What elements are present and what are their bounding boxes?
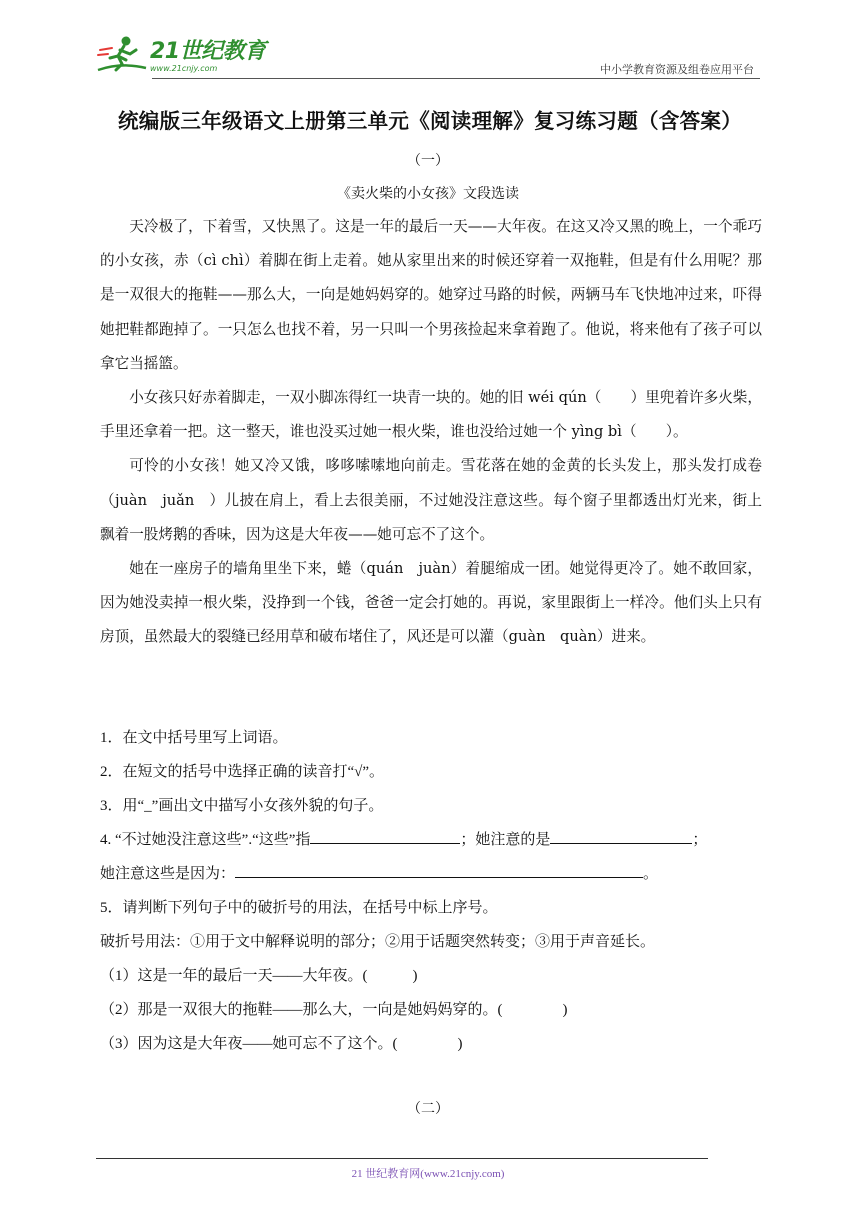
section-1-number: （一） bbox=[407, 153, 449, 169]
question-4 bbox=[100, 828, 780, 849]
footer-text[interactable]: 21 世纪教育网(www.21cnjy.com) bbox=[351, 1168, 505, 1180]
passage-paragraph: 小女孩只好赤着脚走，一双小脚冻得红一块青一块的。她的旧 wéi qún（ ）里兜着许多火柴，手里还拿着一把。这一整天，谁也没买过她一根火柴，谁也没给过她一个 yìng bì（ ）。 bbox=[100, 389, 762, 441]
header-divider bbox=[152, 78, 760, 79]
passage-paragraph: 天冷极了，下着雪，又快黑了。这是一年的最后一天——大年夜。在这又冷又黑的晚上，一个乖巧的小女孩，赤（cì chì）着脚在街上走着。她从家里出来的时候还穿着一双拖鞋，但是有什么用呢？那是一双很大的拖鞋——那么大，一向是她妈妈穿的。她穿过马路的时候，两辆马车飞快地冲过来，吓得她把鞋都跑掉了。一只怎么也找不着，另一只叫一个男孩捡起来拿着跑了。他说，将来他有了孩子可以拿它当摇篮。 bbox=[100, 218, 762, 372]
question-4-text: 。 bbox=[643, 866, 659, 882]
question-5-item: （1）这是一年的最后一天——大年夜。( ) bbox=[100, 968, 418, 984]
question-2: 2．在短文的括号中选择正确的读音打“√”。 bbox=[100, 764, 385, 780]
logo-text: 21世纪教育 bbox=[150, 39, 266, 64]
header-platform-text: 中小学教育资源及组卷应用平台 bbox=[600, 63, 754, 76]
passage-paragraph: 她在一座房子的墙角里坐下来，蜷（quán juàn）着腿缩成一团。她觉得更冷了。她不敢回家，因为她没卖掉一根火柴，没挣到一个钱，爸爸一定会打她的。再说，家里跟街上一样冷。他们头上只有房顶，虽然最大的裂缝已经用草和破布堵住了，风还是可以灌（guàn quàn）进来。 bbox=[100, 560, 762, 646]
footer-divider bbox=[96, 1158, 708, 1159]
document-title: 统编版三年级语文上册第三单元《阅读理解》复习练习题（含答案） bbox=[118, 109, 742, 133]
passage-subtitle: 《卖火柴的小女孩》文段选读 bbox=[337, 186, 519, 202]
passage-paragraph: 可怜的小女孩！她又冷又饿，哆哆嗦嗦地向前走。雪花落在她的金黄的长头发上，那头发打成卷（juàn juǎn ）儿披在肩上，看上去很美丽，不过她没注意这些。每个窗子里都透出灯光来，街上飘着一股烤鹅的香味，因为这是大年夜——她可忘不了这个。 bbox=[100, 457, 762, 543]
site-logo[interactable] bbox=[96, 34, 266, 74]
answer-blank[interactable] bbox=[235, 863, 643, 878]
question-3: 3．用“_”画出文中描写小女孩外貌的句子。 bbox=[100, 798, 384, 814]
page-header bbox=[96, 34, 760, 80]
question-1: 1．在文中括号里写上词语。 bbox=[100, 730, 288, 746]
question-5-item: （2）那是一双很大的拖鞋——那么大，一向是她妈妈穿的。( ) bbox=[100, 1002, 568, 1018]
runner-logo-icon bbox=[96, 34, 148, 74]
answer-blank[interactable] bbox=[310, 829, 460, 844]
logo-url: www.21cnjy.com bbox=[150, 64, 218, 73]
answer-blank[interactable] bbox=[550, 829, 692, 844]
question-4-text: ； bbox=[692, 832, 708, 848]
question-5-item: （3）因为这是大年夜——她可忘不了这个。( ) bbox=[100, 1036, 463, 1052]
passage-body bbox=[100, 210, 762, 655]
question-4-text: 她注意这些是因为： bbox=[100, 866, 236, 882]
section-2-number: （二） bbox=[407, 1101, 449, 1117]
question-4-text: 4. “不过她没注意这些”.“这些”指 bbox=[100, 832, 311, 848]
question-4-text: ；她注意的是 bbox=[460, 832, 551, 848]
question-4-continued bbox=[100, 862, 780, 883]
dash-usage-note: 破折号用法：①用于文中解释说明的部分；②用于话题突然转变；③用于声音延长。 bbox=[100, 934, 656, 950]
question-5: 5．请判断下列句子中的破折号的用法，在括号中标上序号。 bbox=[100, 900, 498, 916]
